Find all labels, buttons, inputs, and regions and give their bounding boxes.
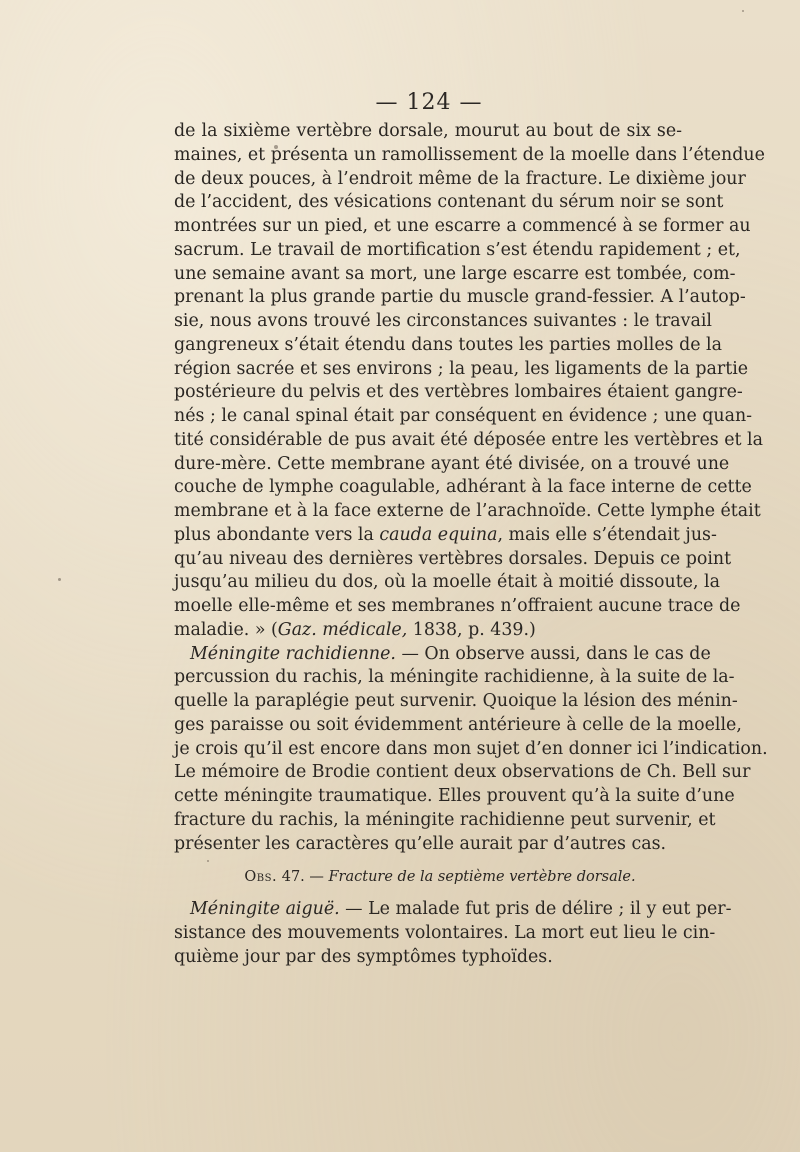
paper-speck [742, 10, 744, 12]
text-line: tité considérable de pus avait été déposée entre les vertèbres et la [174, 429, 763, 450]
text-line-cauda [174, 524, 717, 548]
text-line: jusqu’au milieu du dos, où la moelle était à moitié dissoute, la [174, 572, 720, 593]
text-line: qu’au niveau des dernières vertèbres dorsales. Depuis ce point [174, 548, 732, 569]
text-line: région sacrée et ses environs ; la peau, les ligaments de la partie [174, 358, 749, 379]
text-run: — Le malade fut pris de délire ; il y eut per- [339, 899, 732, 920]
text-line: membrane et à la face externe de l’arachnoïde. Cette lymphe était [174, 501, 761, 521]
text-line: montrées sur un pied, et une escarre a commencé à se former au [174, 216, 751, 236]
text-line: moelle elle-même et ses membranes n’offraient aucune trace de [174, 596, 741, 616]
text-line: dure-mère. Cette membrane ayant été divisée, on a trouvé une [174, 453, 730, 474]
text-run: — On observe aussi, dans le cas de [395, 643, 711, 664]
text-line: prenant la plus grande partie du muscle grand-fessier. A l’autop- [174, 287, 746, 308]
obs-title: Fracture de la septième vertèbre dorsale. [328, 869, 636, 886]
text-line: couche de lymphe coagulable, adhérant à la face interne de cette [174, 477, 752, 498]
obs-dash: — [304, 869, 329, 886]
text-line: sacrum. Le travail de mortification s’est étendu rapidement ; et, [174, 239, 741, 260]
text-line: quième jour par des symptômes typhoïdes. [174, 946, 553, 967]
text-run: 1838, p. 439.) [407, 619, 536, 640]
observation-heading [174, 862, 682, 892]
section-title: Méningite aiguë. [190, 899, 340, 920]
citation-line [174, 619, 682, 643]
text-line: percussion du rachis, la méningite rachidienne, à la suite de la- [174, 667, 735, 688]
text-line: gangreneux s’était étendu dans toutes les parties molles de la [174, 334, 722, 355]
text-run: maladie. » ( [174, 619, 278, 640]
text-line: maines, et présenta un ramollissement de la moelle dans l’étendue [174, 144, 765, 165]
text-line: présenter les caractères qu’elle aurait par d’autres cas. [174, 833, 667, 854]
obs-label: Obs. [244, 869, 278, 886]
text-run: , mais elle s’étendait jus- [497, 524, 717, 545]
text-line: Le mémoire de Brodie contient deux observations de Ch. Bell sur [174, 762, 751, 783]
text-line: de deux pouces, à l’endroit même de la fracture. Le dixième jour [174, 168, 746, 189]
section-title: Méningite rachidienne. [190, 643, 396, 664]
meningite-aigue-paragraph [174, 898, 732, 969]
italic-term: cauda equina [379, 524, 498, 545]
text-line: postérieure du pelvis et des vertèbres lombaires étaient gangre- [174, 382, 743, 403]
paragraph-first-line [174, 643, 711, 667]
text-line: fracture du rachis, la méningite rachidienne peut survenir, et [174, 809, 716, 830]
meningite-rachidienne-paragraph [174, 643, 768, 857]
body-text [174, 120, 768, 970]
text-run: plus abondante vers la [174, 524, 380, 545]
citation-source: Gaz. médicale, [277, 619, 408, 640]
text-line: je crois qu’il est encore dans mon sujet d’en donner ici l’indication. [174, 738, 768, 759]
obs-number: 47. [281, 869, 305, 886]
paragraph-first-line [174, 898, 732, 922]
paper-speck [58, 578, 61, 581]
text-line: sie, nous avons trouvé les circonstances suivantes : le travail [174, 311, 712, 331]
page-number: — 124 — [375, 90, 483, 115]
observation-continuation [174, 120, 765, 643]
paper-speck [274, 145, 278, 149]
text-line: quelle la paraplégie peut survenir. Quoique la lésion des ménin- [174, 691, 738, 711]
paper-speck [207, 860, 209, 862]
text-line: une semaine avant sa mort, une large escarre est tombée, com- [174, 263, 736, 284]
text-line: sistance des mouvements volontaires. La mort eut lieu le cin- [174, 923, 716, 943]
text-line: nés ; le canal spinal était par conséquent en évidence ; une quan- [174, 406, 753, 426]
text-line: de la sixième vertèbre dorsale, mourut au bout de six se- [174, 121, 682, 141]
text-line: de l’accident, des vésications contenant du sérum noir se sont [174, 192, 724, 213]
text-line: ges paraisse ou soit évidemment antérieure à celle de la moelle, [174, 714, 742, 735]
text-line: cette méningite traumatique. Elles prouvent qu’à la suite d’une [174, 786, 735, 806]
